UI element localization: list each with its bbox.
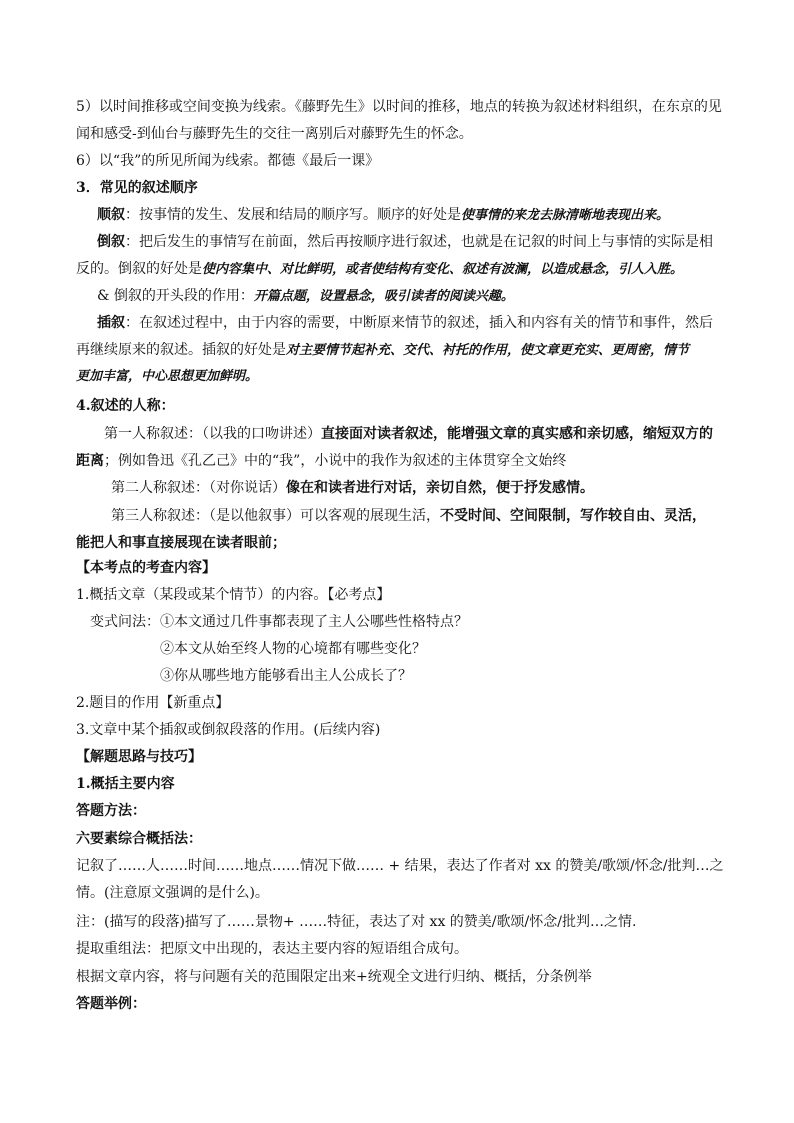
daoxu-text-2: 反的。倒叙的好处是: [76, 261, 202, 277]
chaxu-label: 插叙: [97, 315, 125, 331]
variants-line: [90, 612, 468, 632]
first-person-line-2: [76, 451, 566, 471]
section-4-title: 4.叙述的人称：: [76, 398, 175, 414]
third-person-bold-2: 能把人和事直接展现在读者眼前；: [76, 535, 286, 551]
second-person-line: [111, 478, 594, 498]
formula-line-1: 记叙了……人……时间……地点……情况下做…… + 结果，表达了作者对 xx 的赞美/歌颂/怀念/批判…之: [76, 858, 724, 874]
shunxu-benefit: 使事情的来龙去脉清晰地表现出来。: [461, 208, 670, 223]
daoxu-line-2: [76, 259, 683, 280]
formula-line-2: 情。(注意原文强调的是什么)。: [76, 885, 269, 901]
method-label: 答题方法：: [76, 803, 146, 819]
daoxu-label: 倒叙: [97, 234, 125, 250]
third-person-line: [111, 506, 706, 526]
exam-q2: 2.题目的作用【新重点】: [76, 695, 230, 711]
extract-line: 提取重组法：把原文中出现的，表达主要内容的短语组合成句。: [76, 941, 468, 957]
third-person-bold: 不受时间、空间限制，写作较自由、灵活，: [440, 508, 706, 524]
six-elements-title: 六要素综合概括法：: [76, 831, 202, 847]
exam-title: 【本考点的考查内容】: [76, 560, 216, 576]
first-person-line: [104, 424, 713, 444]
item-5-line-1: 5）以时间推移或空间变换为线索。《藤野先生》以时间的推移，地点的转换为叙述材料组织，在东京的见: [76, 99, 722, 115]
daoxu-benefit: 使内容集中、对比鲜明，或者使结构有变化、叙述有波澜，以造成悬念，引人入胜。: [202, 262, 684, 277]
variant-1: ①本文通过几件事都表现了主人公哪些性格特点？: [160, 614, 468, 630]
opening-lead: & 倒叙的开头段的作用：: [97, 288, 254, 304]
second-person-bold: 像在和读者进行对话，亲切自然，便于抒发感情。: [286, 480, 594, 496]
second-person-plain: 第二人称叙述：（对你说话）: [111, 480, 286, 496]
variant-2: ②本文从始至终人物的心境都有哪些变化？: [160, 641, 426, 657]
daoxu-text: ：把后发生的事情写在前面，然后再按顺序进行叙述，也就是在记叙的时间上与事情的实际是相: [125, 234, 713, 250]
shunxu-text: ：按事情的发生、发展和结局的顺序写。顺序的好处是: [125, 207, 461, 223]
first-person-plain: 第一人称叙述：（以我的口吻讲述）: [104, 426, 321, 442]
chaxu-line-2: [76, 340, 689, 361]
variants-label: 变式问法：: [90, 614, 160, 630]
item-5-line-2: 闻和感受-到仙台与藤野先生的交往一离别后对藤野先生的怀念。: [76, 126, 473, 142]
exam-q1: 1.概括文章（某段或某个情节）的内容。【必考点】: [76, 587, 391, 603]
opening-line: [97, 286, 514, 307]
opening-effect: 开篇点题，设置悬念，吸引读者的阅读兴趣。: [253, 289, 514, 304]
first-person-bold-2: 距离: [76, 453, 104, 469]
chaxu-text-2: 再继续原来的叙述。插叙的好处是: [76, 342, 286, 358]
shunxu-line: [97, 205, 669, 226]
shunxu-label: 顺叙: [97, 207, 125, 223]
chaxu-text: ：在叙述过程中，由于内容的需要，中断原来情节的叙述，插入和内容有关的情节和事件，然后: [125, 315, 713, 331]
variant-3: ③你从哪些地方能够看出主人公成长了？: [160, 668, 412, 684]
example-label: 答题举例：: [76, 996, 146, 1012]
tips-title: 【解题思路与技巧】: [76, 749, 202, 765]
scope-line: 根据文章内容，将与问题有关的范围限定出来+统观全文进行归纳、概括，分条例举: [76, 969, 592, 985]
item-6: 6）以“我”的所见所闻为线索。都德《最后一课》: [76, 153, 380, 169]
chaxu-benefit-2: 更加丰富，中心思想更加鲜明。: [76, 369, 259, 384]
tips-h1: 1.概括主要内容: [76, 776, 175, 792]
chaxu-benefit: 对主要情节起补充、交代、衬托的作用，使文章更充实、更周密，情节: [286, 343, 690, 358]
first-person-bold: 直接面对读者叙述，能增强文章的真实感和亲切感，缩短双方的: [321, 426, 713, 442]
chaxu-line: [97, 313, 713, 333]
exam-q3: 3.文章中某个插叙或倒叙段落的作用。(后续内容): [76, 722, 381, 738]
note-line: 注：(描写的段落)描写了……景物+ ……特征，表达了对 xx 的赞美/歌颂/怀念/批判…之情.: [76, 914, 637, 930]
first-person-plain-2: ；例如鲁迅《孔乙己》中的“我”，小说中的我作为叙述的主体贯穿全文始终: [104, 453, 567, 469]
section-3-title: 3．常见的叙述顺序: [76, 180, 198, 196]
daoxu-line: [97, 232, 713, 252]
third-person-plain: 第三人称叙述：（是以他叙事）可以客观的展现生活，: [111, 508, 440, 524]
